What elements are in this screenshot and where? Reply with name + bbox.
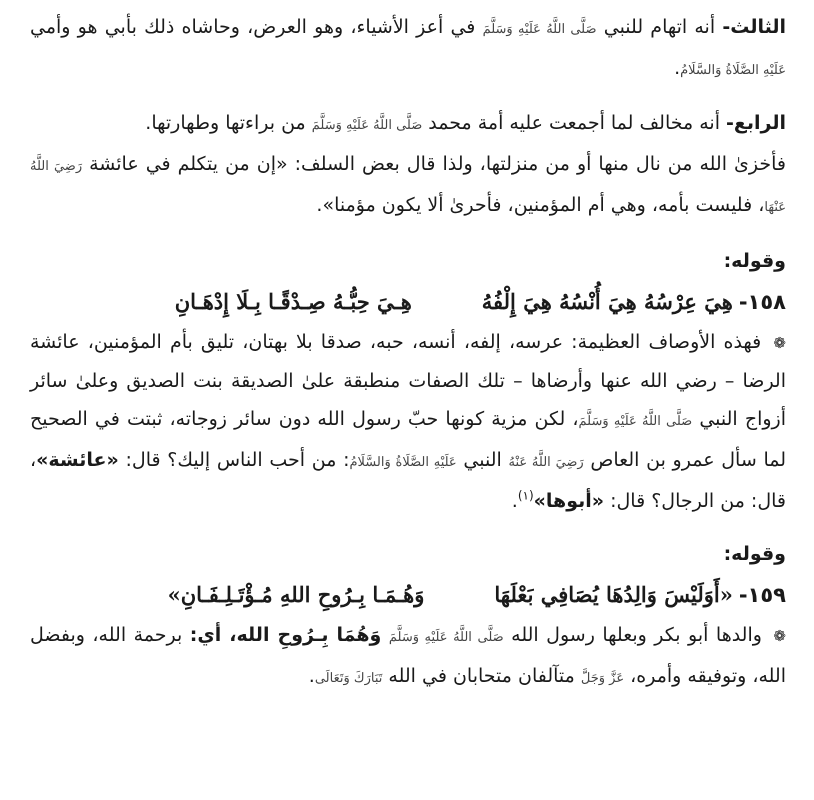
text: فهذه الأوصاف العظيمة: عرسه، إلفه، أنسه، حبه، صدقا بلا بهتان، تليق بأم المؤمنين، عائشة الرضا – رضي الله عنها وأرضاها – تلك الصفات منطبقة علىٰ الصديقة بنت الصديق وعلىٰ سائر أزواج النبي [30, 331, 786, 430]
honorific: صَلَّى اللَّهُ عَلَيْهِ وَسَلَّمَ [388, 630, 504, 645]
honorific: تَبَارَكَ وَتَعَالَى [314, 671, 383, 686]
flower-ornament-icon: ❁ [773, 627, 786, 645]
verse-hemistich-first: «أَوَلَيْسَ وَالِدُهَا يُصَافِي بَعْلَهَا [494, 582, 733, 607]
text: . [308, 665, 315, 687]
honorific: عَلَيْهِ الصَّلَاةُ وَالسَّلَامُ [349, 455, 457, 470]
flower-ornament-icon: ❁ [773, 334, 786, 352]
spacer [30, 227, 786, 241]
text: متآلفان متحابان في الله [382, 665, 581, 687]
text: والدها أبو بكر وبعلها رسول الله [503, 624, 770, 646]
honorific: رَضِيَ اللَّهُ عَنْهَا [30, 159, 786, 215]
point-label: الثالث- [722, 16, 786, 38]
text: ، فليست بأمه، وهي أم المؤمنين، فأحرىٰ ألا يكون مؤمنا». [316, 194, 765, 216]
text: من براءتها وطهارتها. [145, 112, 312, 134]
text: . [511, 490, 518, 512]
verse-quote: وَهُمَا بِـرُوحِ الله، أي: [189, 624, 382, 646]
text: فأخزىٰ الله من نال منها أو من منزلتها، ولذا قال بعض السلف: «إن من يتكلم في عائشة [82, 153, 786, 175]
paragraph-commentary-159 [30, 616, 786, 698]
honorific: عَلَيْهِ الصَّلَاةُ وَالسَّلَامُ [680, 63, 786, 78]
text: أنه مخالف لما أجمعت عليه أمة محمد [422, 112, 727, 134]
spacer [30, 520, 786, 534]
text: : من أحب الناس إليك؟ قال: [118, 449, 350, 471]
honorific: صَلَّى اللَّهُ عَلَيْهِ وَسَلَّمَ [482, 22, 597, 37]
verse-158 [30, 281, 786, 323]
paragraph-fourth-point [30, 104, 786, 145]
section-heading-159: وقوله: [723, 543, 786, 565]
verse-number: ١٥٩- [738, 583, 786, 607]
text [381, 624, 388, 646]
verse-hemistich-second: وَهُـمَـا بِـرُوحِ اللهِ مُـؤْتَـلِـفَـانِ» [167, 582, 425, 607]
verse-hemistich-second: هِـيَ حِبُّـهُ صِـدْقًـا بِـلَا إِدْهَـانِ [174, 289, 412, 314]
honorific: رَضِيَ اللَّهُ عَنْهُ [508, 455, 584, 470]
paragraph-salaf-quote [30, 145, 786, 227]
honorific: صَلَّى اللَّهُ عَلَيْهِ وَسَلَّمَ [311, 118, 423, 133]
paragraph-third-point [30, 8, 786, 90]
spacer [30, 90, 786, 104]
text: برحمة الله، وبفضل الله، وتوفيقه وأمره، [30, 624, 786, 687]
verse-number: ١٥٨- [738, 290, 786, 314]
verse-hemistich-first: هِيَ عِرْسُهُ هِيَ أُنْسُهُ هِيَ إِلْفُهُ [481, 289, 733, 314]
text: في أعز الأشياء، وهو العرض، وحاشاه ذلك بأبي هو وأمي [30, 16, 483, 38]
quoted-answer: «أبوها» [533, 490, 605, 512]
honorific: صَلَّى اللَّهُ عَلَيْهِ وَسَلَّمَ [578, 414, 693, 429]
text: النبي [456, 449, 509, 471]
text: ، قال: من الرجال؟ قال: [30, 449, 786, 512]
honorific: عَزَّ وَجَلَّ [580, 671, 625, 686]
text: أنه اتهام للنبي [596, 16, 723, 38]
section-heading-158: وقوله: [723, 250, 786, 272]
verse-159 [30, 574, 786, 616]
point-label: الرابع- [726, 112, 786, 134]
quoted-answer: «عائشة» [36, 449, 119, 471]
text: ، لكن مزية كونها حبّ رسول الله دون سائر زوجاته، ثبتت في الصحيح لما سأل عمرو بن العاص [30, 408, 787, 471]
text: . [674, 57, 681, 79]
footnote-marker: (١) [517, 488, 534, 503]
paragraph-commentary-158 [30, 323, 786, 520]
